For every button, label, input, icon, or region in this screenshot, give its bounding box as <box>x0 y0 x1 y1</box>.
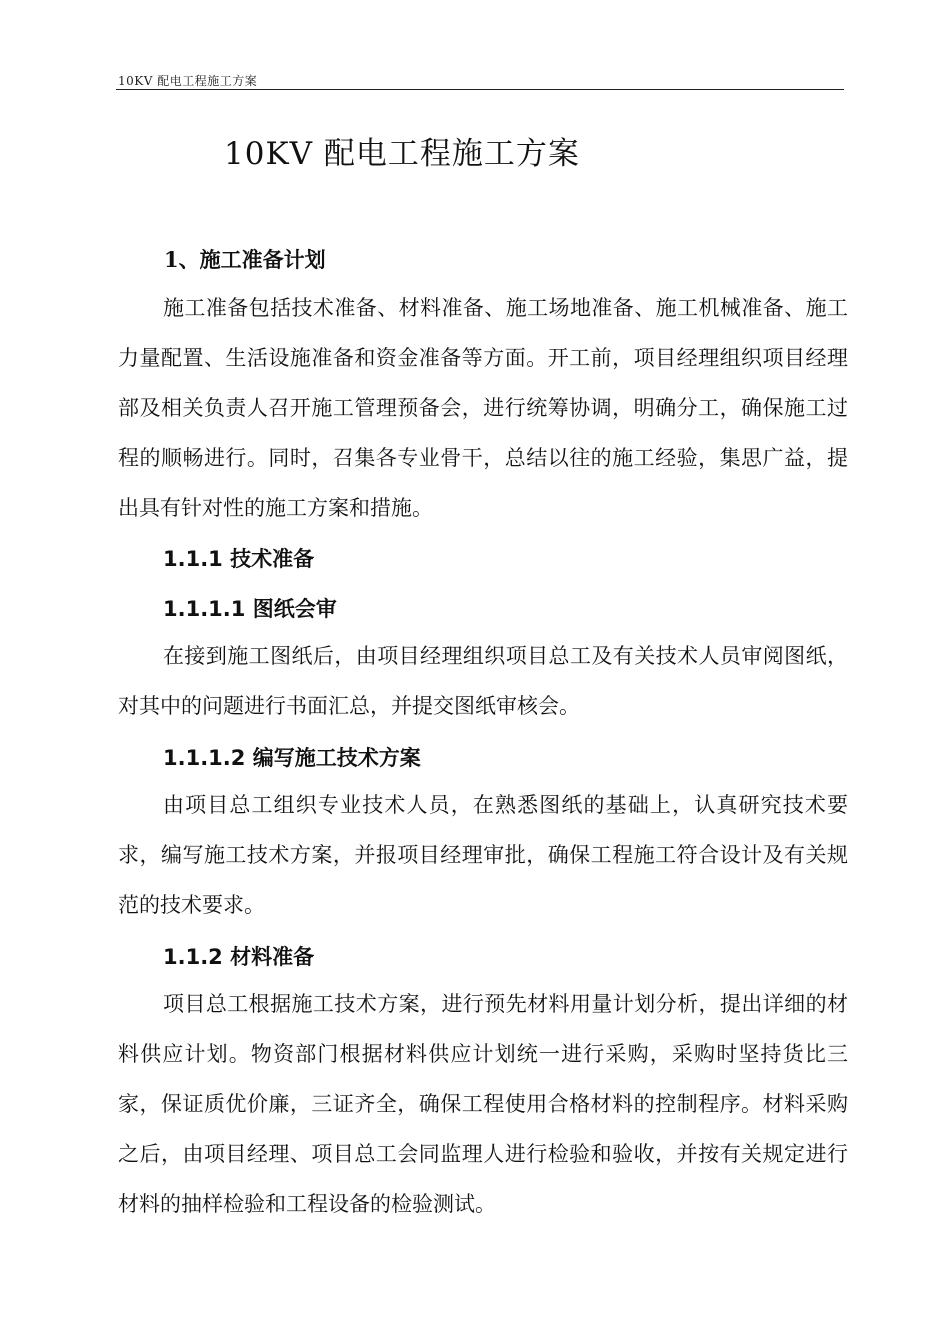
section-heading-1: 1、施工准备计划 <box>164 247 326 272</box>
heading-drawing-review: 1.1.1.1 图纸会审 <box>163 597 337 621</box>
document-title: 10KV 配电工程施工方案 <box>224 136 580 172</box>
intro-paragraph: 施工准备包括技术准备、材料准备、施工场地准备、施工机械准备、施工力量配置、生活设施准备和资金准备等方面。开工前，项目经理组织项目经理部及相关负责人召开施工管理预备会，进行统筹协调，明确分工，确保施工过程的顺畅进行。同时，召集各专业骨干，总结以往的施工经验，集思广益，提出具有针对性的施工方案和措施。 <box>118 296 848 520</box>
paragraph-drawing-review: 在接到施工图纸后，由项目经理组织项目总工及有关技术人员审阅图纸，对其中的问题进行书面汇总，并提交图纸审核会。 <box>118 644 848 718</box>
running-header: 10KV 配电工程施工方案 <box>118 74 258 88</box>
heading-technical-preparation: 1.1.1 技术准备 <box>163 547 315 571</box>
paragraph-material-preparation: 项目总工根据施工技术方案，进行预先材料用量计划分析，提出详细的材料供应计划。物资部门根据材料供应计划统一进行采购，采购时坚持货比三家，保证质优价廉，三证齐全，确保工程使用合格材料的控制程序。材料采购之后，由项目经理、项目总工会同监理人进行检验和验收，并按有关规定进行材料的抽样检验和工程设备的检验测试。 <box>118 992 848 1216</box>
paragraph-technical-plan: 由项目总工组织专业技术人员，在熟悉图纸的基础上，认真研究技术要求，编写施工技术方案，并报项目经理审批，确保工程施工符合设计及有关规范的技术要求。 <box>118 793 848 917</box>
heading-material-preparation: 1.1.2 材料准备 <box>163 945 315 969</box>
heading-technical-plan: 1.1.1.2 编写施工技术方案 <box>163 746 421 770</box>
header-divider <box>116 89 844 90</box>
